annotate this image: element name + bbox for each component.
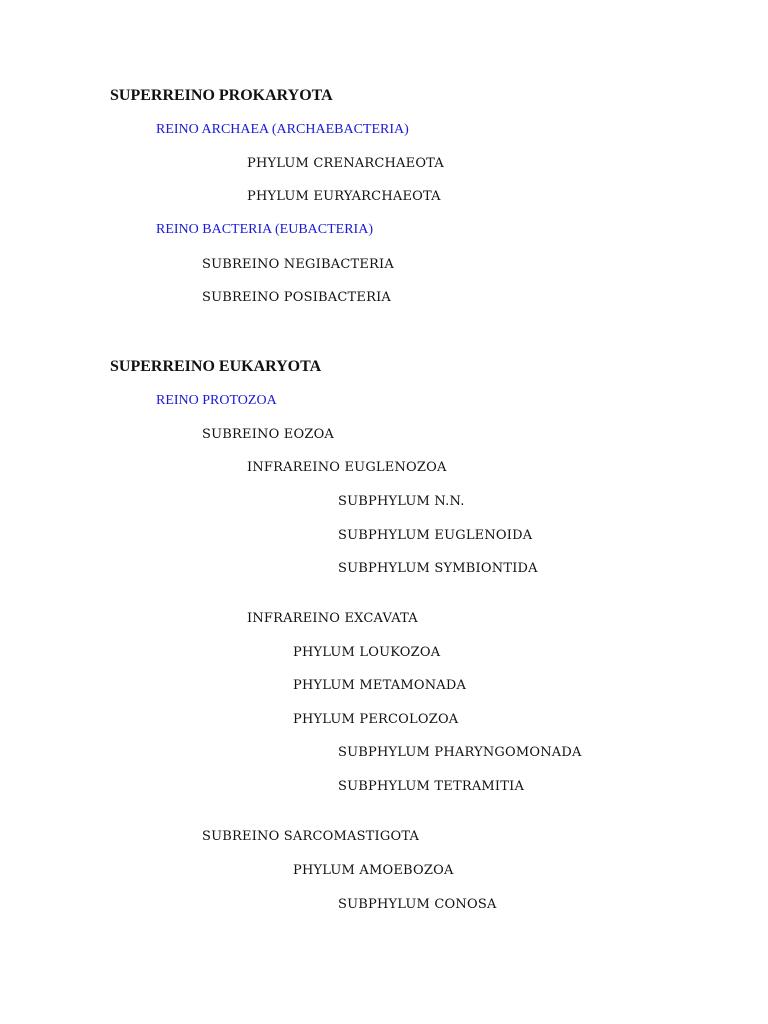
phylum-entry: PHYLUM PERCOLOZOA bbox=[293, 712, 459, 727]
phylum-entry: PHYLUM METAMONADA bbox=[293, 678, 467, 693]
kingdom-entry: REINO ARCHAEA (ARCHAEBACTERIA) bbox=[156, 122, 409, 137]
infrakingdom-entry: INFRAREINO EXCAVATA bbox=[247, 611, 418, 626]
phylum-entry: PHYLUM LOUKOZOA bbox=[293, 645, 441, 660]
subkingdom-entry: SUBREINO EOZOA bbox=[202, 427, 335, 442]
phylum-entry: PHYLUM AMOEBOZOA bbox=[293, 863, 454, 878]
superkingdom-heading: SUPERREINO PROKARYOTA bbox=[110, 87, 333, 104]
subkingdom-entry: SUBREINO POSIBACTERIA bbox=[202, 290, 391, 305]
phylum-entry: PHYLUM CRENARCHAEOTA bbox=[247, 156, 444, 171]
phylum-entry: PHYLUM EURYARCHAEOTA bbox=[247, 189, 441, 204]
subphylum-entry: SUBPHYLUM PHARYNGOMONADA bbox=[338, 745, 582, 760]
kingdom-entry: REINO PROTOZOA bbox=[156, 393, 277, 408]
subkingdom-entry: SUBREINO SARCOMASTIGOTA bbox=[202, 829, 420, 844]
subphylum-entry: SUBPHYLUM TETRAMITIA bbox=[338, 779, 525, 794]
infrakingdom-entry: INFRAREINO EUGLENOZOA bbox=[247, 460, 447, 475]
superkingdom-heading: SUPERREINO EUKARYOTA bbox=[110, 358, 322, 375]
subphylum-entry: SUBPHYLUM SYMBIONTIDA bbox=[338, 561, 538, 576]
subkingdom-entry: SUBREINO NEGIBACTERIA bbox=[202, 257, 394, 272]
subphylum-entry: SUBPHYLUM N.N. bbox=[338, 494, 465, 509]
kingdom-entry: REINO BACTERIA (EUBACTERIA) bbox=[156, 222, 373, 237]
subphylum-entry: SUBPHYLUM CONOSA bbox=[338, 897, 497, 912]
subphylum-entry: SUBPHYLUM EUGLENOIDA bbox=[338, 528, 533, 543]
